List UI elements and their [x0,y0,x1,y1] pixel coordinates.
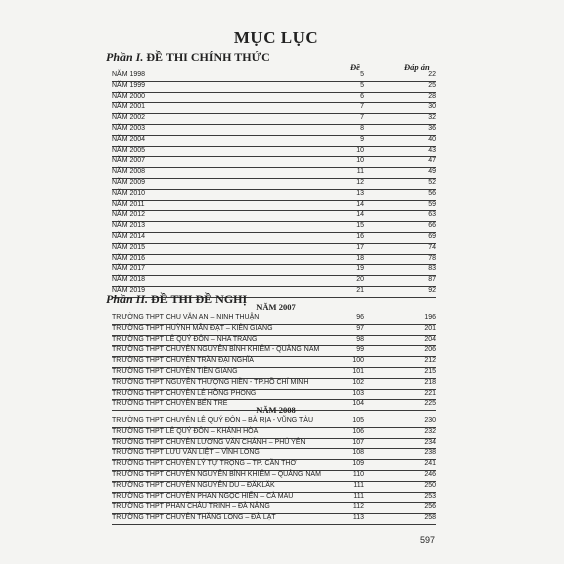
entry-answer-page: 221 [424,389,436,397]
entry-title: NĂM 2012 [112,211,146,219]
entry-title: NĂM 2011 [112,200,145,208]
entry-question-page: 7 [360,114,364,122]
entry-title: TRƯỜNG THPT CHUYÊN LƯƠNG VĂN CHÁNH – PHÚ YÊN [112,438,306,446]
entry-answer-page: 66 [428,222,436,230]
entry-answer-page: 43 [428,146,436,154]
entry-question-page: 14 [356,211,364,219]
entry-question-page: 98 [356,335,364,343]
entry-answer-page: 87 [428,276,436,284]
entry-answer-page: 47 [428,157,436,165]
entry-answer-page: 49 [428,168,436,176]
entry-answer-page: 234 [424,438,436,446]
entry-answer-page: 232 [424,427,436,435]
page-title: MỤC LỤC [233,28,319,47]
entry-answer-page: 196 [424,314,436,321]
entry-title: TRƯỜNG THPT CHUYÊN LÝ TỰ TRỌNG – TP. CẦN THƠ [112,460,297,468]
entry-question-page: 106 [352,427,364,435]
entry-question-page: 17 [356,243,364,251]
part2-title: ĐỀ THI ĐỀ NGHỊ [151,292,248,306]
part1-heading [106,50,270,65]
column-dap-an: Đáp án [404,62,430,72]
entry-question-page: 110 [352,471,364,478]
entry-question-page: 100 [352,357,364,365]
entry-answer-page: 204 [424,335,436,343]
entry-question-page: 5 [360,81,364,89]
entry-question-page: 102 [352,378,364,386]
entry-answer-page: 238 [424,449,436,457]
entry-question-page: 15 [356,222,364,230]
entry-answer-page: 74 [428,243,436,251]
entry-title: TRƯỜNG THPT CHUYÊN THĂNG LONG – ĐÀ LẠT [112,514,276,522]
entry-question-page: 10 [356,146,364,154]
entry-question-page: 11 [356,168,364,176]
entry-title: TRƯỜNG THPT CHUYÊN TIỀN GIANG [112,368,238,375]
group-heading: NĂM 2008 [256,405,296,415]
entry-question-page: 113 [352,514,364,522]
entry-answer-page: 83 [428,265,436,273]
entry-question-page: 111 [353,481,364,489]
entry-answer-page: 22 [428,71,436,78]
entry-title: TRƯỜNG THPT CHUYÊN BẾN TRE [112,400,228,408]
entry-answer-page: 78 [428,254,436,262]
part2-lead: Phần II. [106,292,149,306]
entry-title: NĂM 2017 [112,265,146,273]
entry-title: NĂM 2016 [112,254,146,262]
entry-title: NĂM 1999 [112,81,146,89]
toc-entry [112,513,436,525]
entry-title: NĂM 2003 [112,125,146,132]
entry-title: TRƯỜNG THPT LÊ QUÝ ĐÔN – NHA TRANG [112,335,258,343]
entry-answer-page: 32 [428,114,436,122]
part1-title: ĐỀ THI CHÍNH THỨC [146,50,270,64]
entry-question-page: 20 [356,276,364,284]
entry-question-page: 112 [352,503,364,511]
entry-title: TRƯỜNG THPT CHUYÊN LÊ HỒNG PHONG [112,389,257,397]
entry-title: NĂM 2019 [112,287,146,294]
entry-answer-page: 59 [428,200,436,208]
entry-title: NĂM 2000 [112,92,146,100]
entry-title: NĂM 2018 [112,276,146,284]
entry-title: NĂM 2014 [112,233,146,240]
entry-answer-page: 215 [424,368,436,375]
entry-question-page: 18 [356,254,364,262]
entry-answer-page: 201 [424,324,436,332]
entry-title: TRƯỜNG THPT PHAN CHÂU TRINH – ĐÀ NẴNG [112,503,270,511]
entry-question-page: 9 [360,135,364,143]
entry-question-page: 97 [356,324,364,332]
entry-question-page: 107 [352,438,364,446]
entry-question-page: 7 [360,103,364,111]
entry-question-page: 109 [352,460,364,468]
entry-answer-page: 40 [428,135,436,143]
entry-title: TRƯỜNG THPT CHUYÊN NGUYỄN BỈNH KHIÊM - QUẢNG NAM [112,346,320,354]
entry-answer-page: 212 [424,357,436,365]
entry-answer-page: 56 [428,189,436,197]
entry-title: TRƯỜNG THPT CHUYÊN LÊ QUÝ ĐÔN – BÀ RỊA - VŨNG TÀU [112,417,314,424]
entry-answer-page: 225 [424,400,436,408]
entry-answer-page: 63 [428,211,436,219]
entry-title: TRƯỜNG THPT CHUYÊN PHAN NGỌC HIỂN – CÀ MAU [112,492,294,500]
entry-answer-page: 258 [424,514,436,522]
entry-title: NĂM 2004 [112,135,146,143]
entry-title: TRƯỜNG THPT LÊ QUÝ ĐÔN – KHÁNH HÒA [112,427,259,435]
entry-question-page: 8 [360,125,364,132]
entry-answer-page: 36 [428,125,436,132]
entry-title: TRƯỜNG THPT CHUYÊN NGUYỄN BỈNH KHIÊM – QUẢNG NAM [112,471,321,478]
entry-question-page: 5 [360,71,364,78]
entry-answer-page: 25 [428,81,436,89]
entry-answer-page: 256 [424,503,436,511]
entry-question-page: 96 [356,314,364,321]
entry-title: NĂM 2002 [112,114,146,122]
entry-answer-page: 69 [428,233,436,240]
entry-question-page: 101 [352,368,364,375]
entry-question-page: 21 [356,287,364,294]
entry-question-page: 111 [353,492,364,500]
entry-answer-page: 253 [424,492,436,500]
entry-question-page: 10 [356,157,364,165]
entry-answer-page: 241 [424,460,436,468]
group-heading: NĂM 2007 [256,302,296,312]
entry-title: TRƯỜNG THPT CHU VĂN AN – NINH THUẬN [112,314,260,321]
entry-title: NĂM 2013 [112,222,146,230]
entry-answer-page: 246 [424,471,436,478]
entry-title: TRƯỜNG THPT CHUYÊN TRẦN ĐẠI NGHĨA [112,357,254,365]
entry-title: NĂM 2005 [112,146,146,154]
entry-title: TRƯỜNG THPT CHUYÊN NGUYỄN DU – ĐĂKLĂK [112,481,275,489]
entry-question-page: 103 [352,389,364,397]
entry-question-page: 105 [352,417,364,424]
entry-question-page: 108 [352,449,364,457]
part1-lead: Phần I. [106,50,144,64]
entry-answer-page: 230 [424,417,436,424]
entry-title: NĂM 2009 [112,179,146,186]
column-de: Đề [350,62,360,72]
entry-title: NĂM 2015 [112,243,146,251]
entry-title: NĂM 2001 [112,103,146,111]
entry-answer-page: 28 [428,92,436,100]
entry-question-page: 19 [356,265,364,273]
entry-title: TRƯỜNG THPT LƯU VĂN LIỆT – VĨNH LONG [112,449,260,457]
entry-answer-page: 52 [428,179,436,186]
entry-title: NĂM 2008 [112,168,146,176]
toc-page [106,0,446,564]
entry-title: NĂM 2010 [112,189,146,197]
entry-title: TRƯỜNG THPT NGUYỄN THƯỢNG HIỀN - TP.HỒ CHÍ MINH [112,378,309,386]
entry-question-page: 6 [360,92,364,100]
entry-question-page: 104 [352,400,364,408]
entry-title: NĂM 2007 [112,157,146,165]
entry-question-page: 14 [356,200,364,208]
entry-answer-page: 92 [428,287,436,294]
entry-answer-page: 206 [424,346,436,354]
entry-question-page: 13 [356,189,364,197]
entry-answer-page: 250 [424,481,436,489]
entry-question-page: 16 [356,233,364,240]
entry-title: NĂM 1998 [112,71,146,78]
page-number: 597 [420,535,436,545]
entry-question-page: 99 [356,346,364,354]
entry-question-page: 12 [356,179,364,186]
entry-answer-page: 218 [424,378,436,386]
entry-title: TRƯỜNG THPT HUỲNH MẪN ĐẠT – KIÊN GIANG [112,324,273,332]
entry-answer-page: 30 [428,103,436,111]
